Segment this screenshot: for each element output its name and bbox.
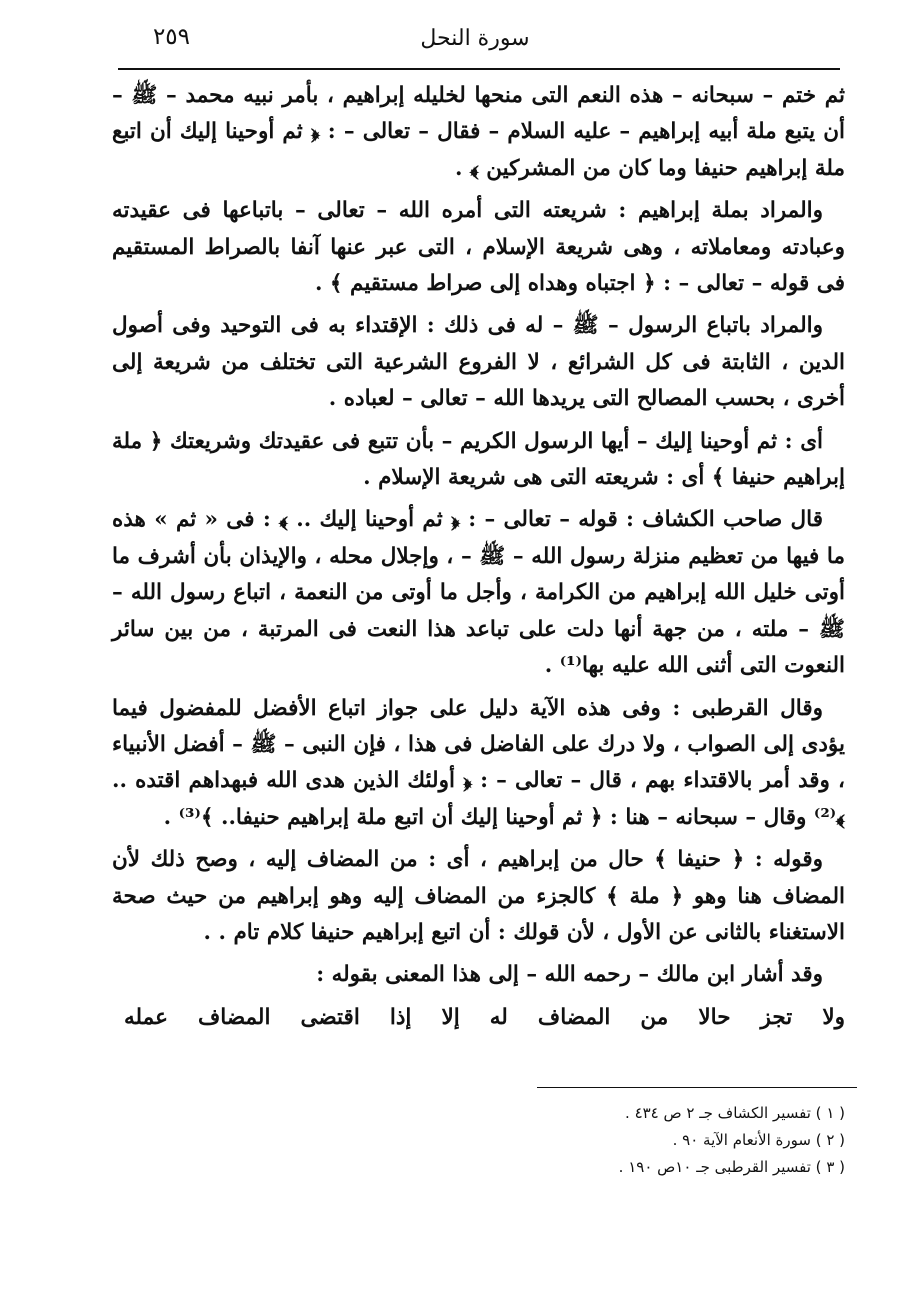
paragraph-3: والمراد باتباع الرسول – ﷺ – له فى ذلك : الإقتداء به فى التوحيد وفى أصول الدين ، الثابتة فى كل الشرائع ، لا الفروع الشرعية التى تختلف من شريعة إلى أخرى ، بحسب المصالح التى يريدها الله – تعالى – لعباده . [112,313,845,412]
footnote-rule [537,1087,857,1088]
paragraph-5: قال صاحب الكشاف : قوله – تعالى – : ﴿ ثم أوحينا إليك .. ﴾ : فى « ثم » هذه ما فيها من تعظيم منزلة رسول الله – ﷺ – ، وإجلال محله ، والإيذان بأن أشرف ما أوتى خليل الله إبراهيم من الكرامة ، وأجل ما أوتى من النعمة ، اتباع رسول الله – ﷺ – ملته ، من جهة أنها دلت على تباعد هذا النعت فى المرتبة ، من بين سائر النعوت التى أثنى الله عليه بها⁽¹⁾ . [112,507,845,679]
header-rule [118,68,840,70]
paragraph-8: وقد أشار ابن مالك – رحمه الله – إلى هذا المعنى بقوله : [316,962,823,988]
poetry-verse: ولا تجز حالا من المضاف له إلا إذا اقتضى المضاف عمله [124,1004,845,1030]
page-header [110,22,840,62]
surah-title: سورة النحل [420,26,530,51]
footnote-2: ( ٢ ) سورة الأنعام الآية ٩٠ . [672,1131,845,1149]
page-number: ٢٥٩ [152,24,190,50]
paragraph-4: أى : ثم أوحينا إليك – أيها الرسول الكريم – بأن تتبع فى عقيدتك وشريعتك ﴿ ملة إبراهيم حنيفا ﴾ أى : شريعته التى هى شريعة الإسلام . [112,428,845,491]
paragraph-7: وقوله : ﴿ حنيفا ﴾ حال من إبراهيم ، أى : من المضاف إليه ، وصح ذلك لأن المضاف هنا وهو ﴿ ملة ﴾ كالجزء من المضاف إليه وهو إبراهيم من حيث صحة الاستغناء بالثانى عن الأول ، لأن قولك : أن اتبع إبراهيم حنيفا كلام تام . . [112,847,845,945]
footnote-1: ( ١ ) تفسير الكشاف جـ ٢ ص ٤٣٤ . [625,1104,845,1122]
paragraph-2: والمراد بملة إبراهيم : شريعته التى أمره الله – تعالى – باتباعها فى عقيدته وعبادته ومعاملاته ، وهى شريعة الإسلام ، التى عبر عنها آنفا بالصراط المستقيم فى قوله – تعالى – : ﴿ اجتباه وهداه إلى صراط مستقيم ﴾ . [112,198,845,297]
paragraph-1: ثم ختم – سبحانه – هذه النعم التى منحها لخليله إبراهيم ، بأمر نبيه محمد – ﷺ – أن يتبع ملة أبيه إبراهيم – عليه السلام – فقال – تعالى – : ﴿ ثم أوحينا إليك أن اتبع ملة إبراهيم حنيفا وما كان من المشركين ﴾ . [112,83,845,181]
footnotes [500,1100,845,1181]
body-text [112,78,845,1036]
paragraph-6: وقال القرطبى : وفى هذه الآية دليل على جواز اتباع الأفضل للمفضول فيما يؤدى إلى الصواب ، ولا درك على الفاضل فى هذا ، فإن النبى – ﷺ – أفضل الأنبياء ، وقد أمر بالاقتداء بهم ، قال – تعالى – : ﴿ أولئك الذين هدى الله فبهداهم اقتده .. ﴾⁽²⁾ وقال – سبحانه – هنا : ﴿ ثم أوحينا إليك أن اتبع ملة إبراهيم حنيفا.. ﴾⁽³⁾ . [112,695,845,830]
footnote-3: ( ٣ ) تفسير القرطبى جـ ١٠ص ١٩٠ . [618,1158,845,1176]
